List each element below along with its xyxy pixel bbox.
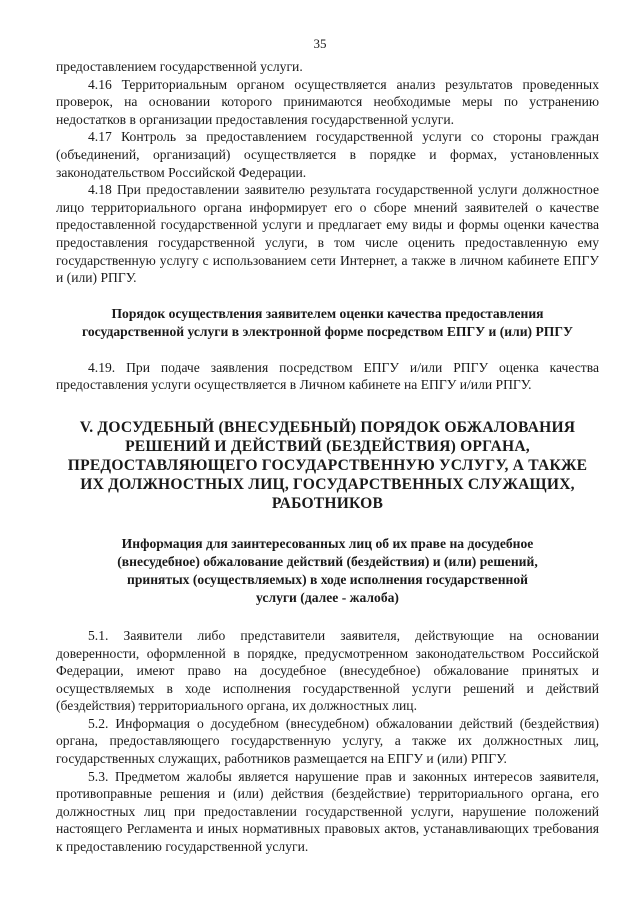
paragraph-4-17: 4.17 Контроль за предоставлением государственной услуги со стороны граждан (объединений, организаций) осуществляется в порядке и формах, установленных законодательством Российской Федерации.: [56, 129, 599, 180]
subheading-quality-assessment: Порядок осуществления заявителем оценки качества предоставления государственной услуги в электронной форме посредством ЕПГУ и (или) РПГУ: [82, 305, 573, 339]
paragraph-5-1: 5.1. Заявители либо представители заявителя, действующие на основании доверенности, оформленной в порядке, предусмотренном законодательством Российской Федерации, имеют право на досудебное (внесудебное) обжалование принятых и осуществляемых в ходе исполнения государственной услуги решений и действий (бездействия) территориального органа, их должностных лиц.: [56, 627, 599, 714]
paragraph-4-19: 4.19. При подаче заявления посредством ЕПГУ и/или РПГУ оценка качества предоставления услуги осуществляется в Личном кабинете на ЕПГУ и/или РПГУ.: [56, 359, 599, 393]
paragraph-4-16: 4.16 Территориальным органом осуществляется анализ результатов проведенных проверок, на основании которого принимаются необходимые меры по устранению недостатков в организации предоставления государственной услуги.: [56, 76, 599, 127]
paragraph-continuation: предоставлением государственной услуги.: [56, 59, 303, 74]
info-heading: Информация для заинтересованных лиц об их праве на досудебное (внесудебное) обжалование действий (бездействия) и (или) решений, принятых (осуществляемых) в ходе исполнения государственной услуги (далее - жалоба): [117, 535, 538, 605]
page-number: 35: [313, 36, 327, 51]
paragraph-5-3: 5.3. Предметом жалобы является нарушение прав и законных интересов заявителя, противоправные решения и (или) действия (бездействие) территориального органа, его должностных лиц при предоставлении государственной услуги, нарушение положений настоящего Регламента и иных нормативных правовых актов, устанавливающих требования к предоставлению государственной услуги.: [56, 768, 599, 855]
paragraph-4-18: 4.18 При предоставлении заявителю результата государственной услуги должностное лицо территориального органа информирует его о сборе мнений заявителей о качестве предоставленной государственной услуги и предлагает ему виды и формы оценки качества предоставления государственной услуги, в том числе оценить предоставленную ему государственную услугу с использованием сети Интернет, а также в личном кабинете ЕПГУ и (или) РПГУ.: [56, 182, 599, 286]
page-content: [56, 58, 599, 856]
section-heading-v: V. ДОСУДЕБНЫЙ (ВНЕСУДЕБНЫЙ) ПОРЯДОК ОБЖАЛОВАНИЯ РЕШЕНИЙ И ДЕЙСТВИЙ (БЕЗДЕЙСТВИЯ) ОРГАНА, ПРЕДОСТАВЛЯЮЩЕГО ГОСУДАРСТВЕННУЮ УСЛУГУ, А ТАКЖЕ ИХ ДОЛЖНОСТНЫХ ЛИЦ, ГОСУДАРСТВЕННЫХ СЛУЖАЩИХ, РАБОТНИКОВ: [67, 418, 588, 512]
paragraph-5-2: 5.2. Информация о досудебном (внесудебном) обжаловании действий (бездействия) органа, предоставляющего государственную услугу, а также их должностных лиц, государственных служащих, работников размещается на ЕПГУ и (или) РПГУ.: [56, 715, 599, 767]
